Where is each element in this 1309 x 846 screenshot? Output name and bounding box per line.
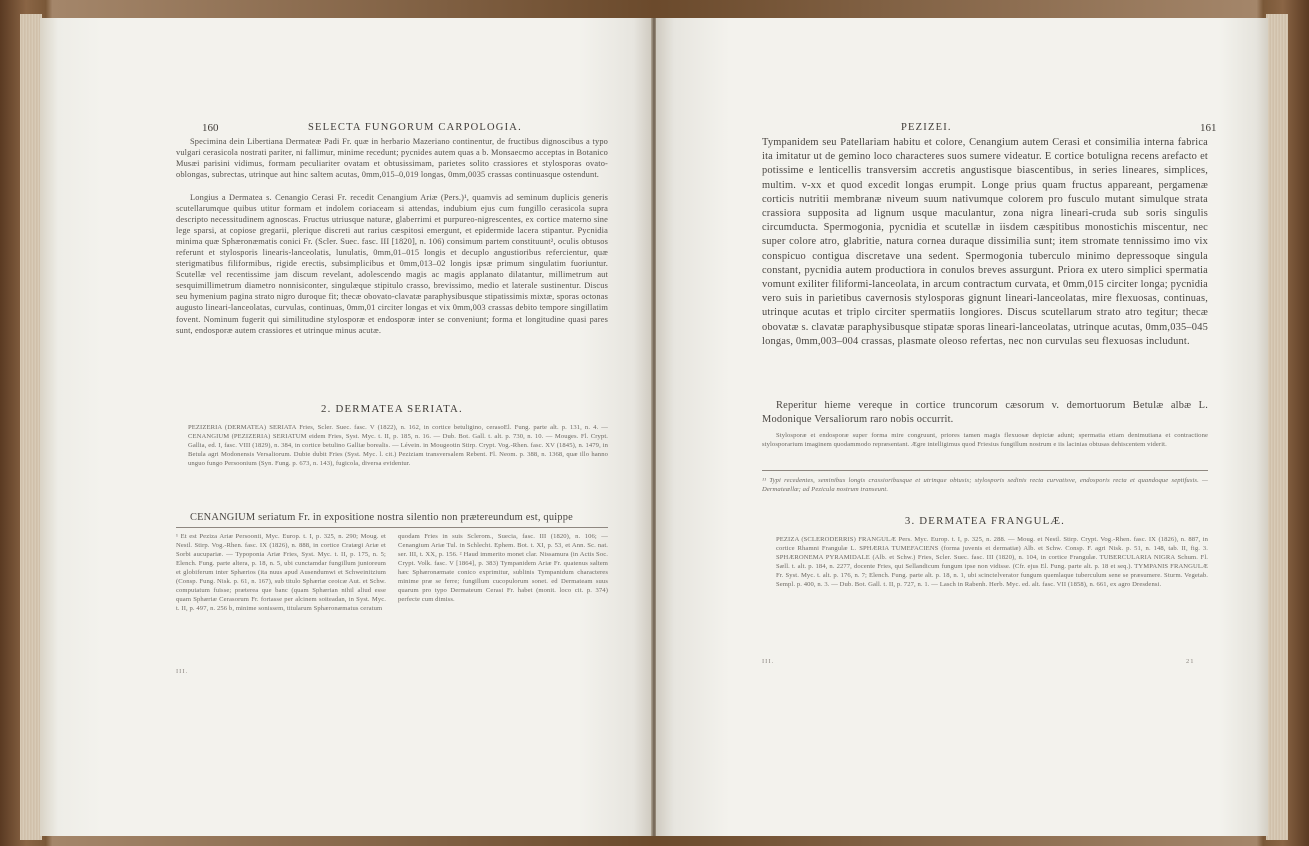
running-head: SELECTA FUNGORUM CARPOLOGIA. [308,122,522,133]
right-page [656,18,1268,836]
second-paragraph: Reperitur hieme vereque in cortice truncorum cæsorum v. demortuorum Betulæ albæ L. Modonique Versaliorum raro nobis occurrit. [762,400,1208,426]
signature-mark-left: III. [762,658,775,665]
footnote-rule [762,470,1208,471]
signature-mark: III. [176,668,189,675]
intro-paragraph: Specimina dein Libertiana Dermateæ Padi Fr. quæ in herbario Mazeriano continentur, de fructibus dignoscibus a typo vulgari cerasicola nostrati pariter, ni fallimur, minime recedunt; pycnides autem quas a b. Monsaecmo acceptas in Botanico Musæi parisini vidimus, formam peculiariter ovatam et obtusissimam, parietes solito crassiores et stylosporas ovato-oblongas, subrectas, utrinque aut hinc saltem acutas, 0mm,015–0,019 longas, 0mm,0035 crassas continuasque ostendunt. [176,137,608,180]
right-page-edges [1266,14,1288,840]
footnote: ¹¹ Typi recedentes, seminibus longis crassioribusque et utrinque obtusis; stylosporis sedinis recta curvatisve, endosporis recta et quandoque septifusis. — Dermateællæ; ad Pezicula nostrum transeunt. [762,477,1208,493]
footnote-rule [176,527,608,528]
left-page [40,18,652,836]
first-paragraph: Tympanidem seu Patellariam habitu et colore, Cenangium autem Cerasi et consimilia interna fabrica ita imitatur ut de gemino loco characteres suos sumere videatur. E cortice botuligna recens arefacto et potissime e lenticellis transversim accretis angustisque biascentibus, in series lineares, simplices, multim. v-xx et quod excedit longas erumpit. Longe prius quam fructus appareant, pergamenæ corticis nutritii membranæ niveum suum nativumque colorem pro fusculo mutant simulque strata crassiora supposita ad lignum usque maculantur, zona nigra lineari-cruda sub soris singulis circumducta. Spermogonia, pycnidia et scutellæ in iisdem cæspitibus monostichis miscentur, nec super colore atro, glabritie, natura cornea duraque dissimilia sunt; item stromate tennissimo imo vix conspicuo contigua discretave una sedent. Spermogonia tuberculo minimo depressoque singula constant, pycnidia autem productiora in conulos breves assurgunt. Priora ex utero simplici spermatia vomunt exiliter filiformi-lanceolata, in arcum contractum curvata, et 0mm,015 circiter longa; pycnidia vero suis in parietibus cavernosis stylosporas gignunt lineari-lanceolatas, mire flexuosas, continuas, utrinque acutas et triplo circiter spermatiis longiores. Discus scutellarum strato atro tegitur; thecæ obovatæ s. clavatæ paraphysibusque stipatæ sporas lineari-lanceolatas, utrinque acutas, 0mm,035–045 longas, 0mm,003–004 crassas, plasmate oleoso refertas, nec non curvulas seu flexuosas includunt. [762,137,1208,347]
second-paragraph: Longius a Dermatea s. Cenangio Cerasi Fr. recedit Cenangium Ariæ (Pers.)¹, quamvis ad seminum duplicis generis scutellarumque quibus utitur formam et indolem coriaceam si attendas, indubium ejus cum fungillo cerasicola supra descripto necessitudinem agnoscas. Fructus utriusque naturæ, glaberrimi et purpureo-nigrescentes, ex cortice materno sine lege sparsi, at copiose gregarii, plerique discreti aut rarius cæspitosi emergunt, et epidermide lacera stipantur. Pycnidia minima quæ Sphæronæmatis conici Fr. (Scler. Suec. fasc. III [1820], n. 106) consimum partem constituunt², oculis obtusos referunt et stylosporis linearis-lanceolatis, lunulatis, 0mm,01–015 longis et decuplo angustioribus refercientur, quæ sterigmatibus filiformibus, rigide erectis, subsimplicibus et 0mm,013–02 longis ipsæ primum singulatim fuoriuntur. Scutellæ vel recentissime jam discum revelant, adolescendo magis ac magis applanato dilatantur, millimetrum aut sesquimillimetrum diametro nonnisiconter, singulæque stipitulo crasso, brevissimo, medio et laterale sustinentur. Discus seu hymenium pagina strato nigro duroque fit; thecæ obovato-clavatæ paraphysibusque stipatissimis mixtæ, sporas octonas augusto lineari-lanceolatas, curvulas, continuas, 0mm,01 circiter longas et vix 0mm,003 crassas debito tempore singillatim fovent. Nominum fugerit qui similitudine stylosporæ et endosporæ inter se conveniunt; forma et longitudine quasi pares sunt, endosporæ autem crassiores et utrinque minus acutæ. [176,193,608,335]
section-title: 3. DERMATEA FRANGULÆ. [904,515,1066,527]
third-paragraph: Stylosporæ et endosporæ super forma mire congruunt, priores tamen magis flexuosæ depictæ adunt; spermatia etiam denimutiana et contractione stylosporarium imaginem quodammodo repræsentant. Ægre intelligimus quod Friesius fungillum nostrum e iis lacinias obtusas dehiscentem viderit. [762,432,1208,448]
page-number: 160 [202,122,219,134]
synonymy: PEZIZERIA (DERMATEA) SERIATA Fries, Scler. Suec. fasc. V (1822), n. 162, in cortice betuligino, cerasoEl. Fung. parte alt. p. 131, n. 4. — CENANGIUM (PEZIZERIA) SERIATUM eidem Fries, Syst. Myc. t. II, p. 185, n. 16. — Dub. Bot. Gall. t. alt. p. 730, n. 10. — Mouges. Fl. Crypt. Gallia, ed. I, fasc. VIII (1829), n. 384, in cortice betulino Galliæ borealis. — Lévein. in Mougeotin Stirp. Crypt. Vog.-Rhen. fasc. XV (1845), n. 1479, in Betula agri Modonensis Versaliorum. Dubie dubit Fries (Syst. Myc. l. cit.) Peziziam transversalem Rebent. Fl. Neom. p. 388, n. 1368, quæ illo hanno unguo fungo Persoonium (Syn. Fung. p. 673, n. 143), fugicola, diversa evidentur. [188,424,608,467]
signature-mark-right: 21 [1186,658,1195,665]
footnotes-column-2: quodam Fries in suis Sclerom., Suecia, fasc. III (1820), n. 106; — Cenangium Ariæ Tul. in Schlecht. Ephem. Bot. t. XI, p. 53, et Ann. Sc. nat. ser. III, t. XX, p. 156. ² Haud immerito monet clar. Nissamura (in Actis Soc. Crypt. Volk. fasc. V [1864], p. 383) Tympanidem Ariæ Fr. quatenus saltem hæc Sphæronæmate conico exprimitur, sublinis Tympanidum characteres minime præ se ferre; fungillum cucopulorum sonet. ed Dermateam suus quarum pro typo Dermateum Cerasi Fr. habet (monit. loco cit. p. 374) perfecte cum dimiss. [398,533,608,603]
section-title: 2. DERMATEA SERIATA. [321,403,463,415]
bottom-paragraph: CENANGIUM seriatum Fr. in expositione nostra silentio non prætereundum est, quippe [190,512,573,523]
running-head: PEZIZEI. [901,122,952,133]
page-number: 161 [1200,122,1217,134]
footnotes-column-1: ¹ Et est Peziza Ariæ Persoonii, Myc. Europ. t. I, p. 325, n. 290; Moug. et Nestl. Stirp. Vog.-Rhen. fasc. IX (1826), n. 888, in cortice Cratægi Ariæ et Sorbi aucupariæ. — Typoponia Ariæ Fries, Syst. Myc. t. II, p. 175, n. 5; Elench. Fung. parte altera, p. 18, n. 5, ubi cunctamdar fungillum junioreum et globiferum inter Sphærios (ita nuus apud Ausendumwi et Schweinitzium (Consp. Fung. Nisk. p. 61, n. 167), sub titulo Sphæriæ ceoicæ Aut. et Schw. computatum fuisse; præterea que banc (quam Sphærian nihil aliud esse quam Sphæriæ Cerasorum Fr. fortasse per alcinem soiteadan, in Syst. Myc. t. II, p. 497, n. 256 b, minime sonissem, titularum Sphæronæmatus ceratum [176,533,386,612]
left-page-edges [20,14,42,840]
synonymy: PEZIZA (SCLERODERRIS) FRANGULÆ Pers. Myc. Europ. t. I, p. 325, n. 288. — Moug. et Nestl. Stirp. Crypt. Vog.-Rhen. fasc. IX (1826), n. 887, in cortice Rhamni Frangulæ L. SPHÆRIA TUMEFACIENS (forma juvenis et dermatiæ) Alb. et Schw. Consp. F. agri Nisk. p. 51, n. 148, tab. II, fig. 3. SPHÆRONEMA PYRAMIDALE (Alb. et Schw.) Fries, Scler. Suec. fasc. III (1820), n. 104, in cortice Frangulæ. TUBERCULARIA NIGRA Schum. Fl. Sæll. t. alt. p. 184, n. 2277, docente Fries, qui Sellandicum fungum ipse non vidisse. (Cfr. ejus El. Fung. parte alt. p. 18 et seq.). TYMPANIS FRANGULÆ Fr. Syst. Myc. t. alt. p. 176, n. 7; Elench. Fung. parte alt. p. 18, n. 1, ubi scinctelverator fungum quemlaque tuberculum sene se præsumere. Sturm. Vegetab. Sempl. p. 400, n. 3. — Dub. Bot. Gall. t. II, p. 727, n. 1. — Lasch in Rabenh. Herb. Myc. ed. alt. fasc. VII (1858), n. 661, ex agro Dresdensi. [776,536,1208,588]
